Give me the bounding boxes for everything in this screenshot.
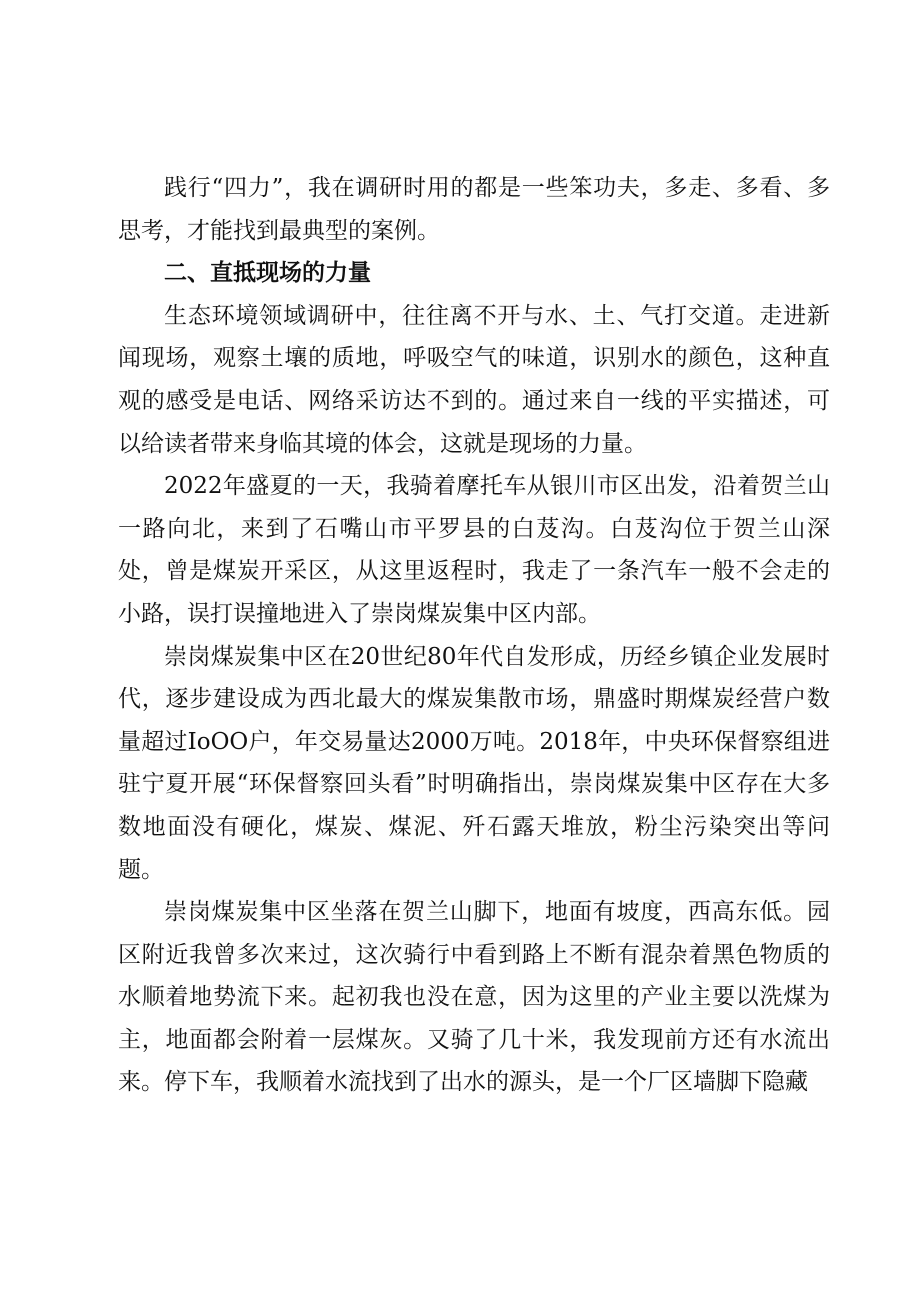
- paragraph: 生态环境领域调研中，往往离不开与水、土、气打交道。走进新闻现场，观察土壤的质地，呼吸空气的味道，识别水的颜色，这种直观的感受是电话、网络采访达不到的。通过来自一线的平实描述，可以给读者带来身临其境的体会，这就是现场的力量。: [118, 302, 830, 457]
- paragraph: 2022年盛夏的一天，我骑着摩托车从银川市区出发，沿着贺兰山一路向北，来到了石嘴山市平罗县的白芨沟。白芨沟位于贺兰山深处，曾是煤炭开采区，从这里返程时，我走了一条汽车一般不会走的小路，误打误撞地进入了崇岗煤炭集中区内部。: [118, 473, 830, 627]
- section-heading: 二、直抵现场的力量: [164, 260, 371, 287]
- document-body: [118, 167, 830, 1104]
- paragraph-intro: 践行“四力”，我在调研时用的都是一些笨功夫，多走、多看、多思考，才能找到最典型的案例。: [118, 175, 830, 244]
- paragraph: 崇岗煤炭集中区在20世纪80年代自发形成，历经乡镇企业发展时代，逐步建设成为西北最大的煤炭集散市场，鼎盛时期煤炭经营户数量超过IoOO户，年交易量达2000万吨。2018年，中央环保督察组进驻宁夏开展“环保督察回头看”时明确指出，崇岗煤炭集中区存在大多数地面没有硬化，煤炭、煤泥、歼石露天堆放，粉尘污染突出等问题。: [118, 643, 830, 883]
- paragraph: 崇岗煤炭集中区坐落在贺兰山脚下，地面有坡度，西高东低。园区附近我曾多次来过，这次骑行中看到路上不断有混杂着黑色物质的水顺着地势流下来。起初我也没在意，因为这里的产业主要以洗煤为主，地面都会附着一层煤灰。又骑了几十米，我发现前方还有水流出来。停下车，我顺着水流找到了出水的源头，是一个厂区墙脚下隐藏: [118, 899, 830, 1096]
